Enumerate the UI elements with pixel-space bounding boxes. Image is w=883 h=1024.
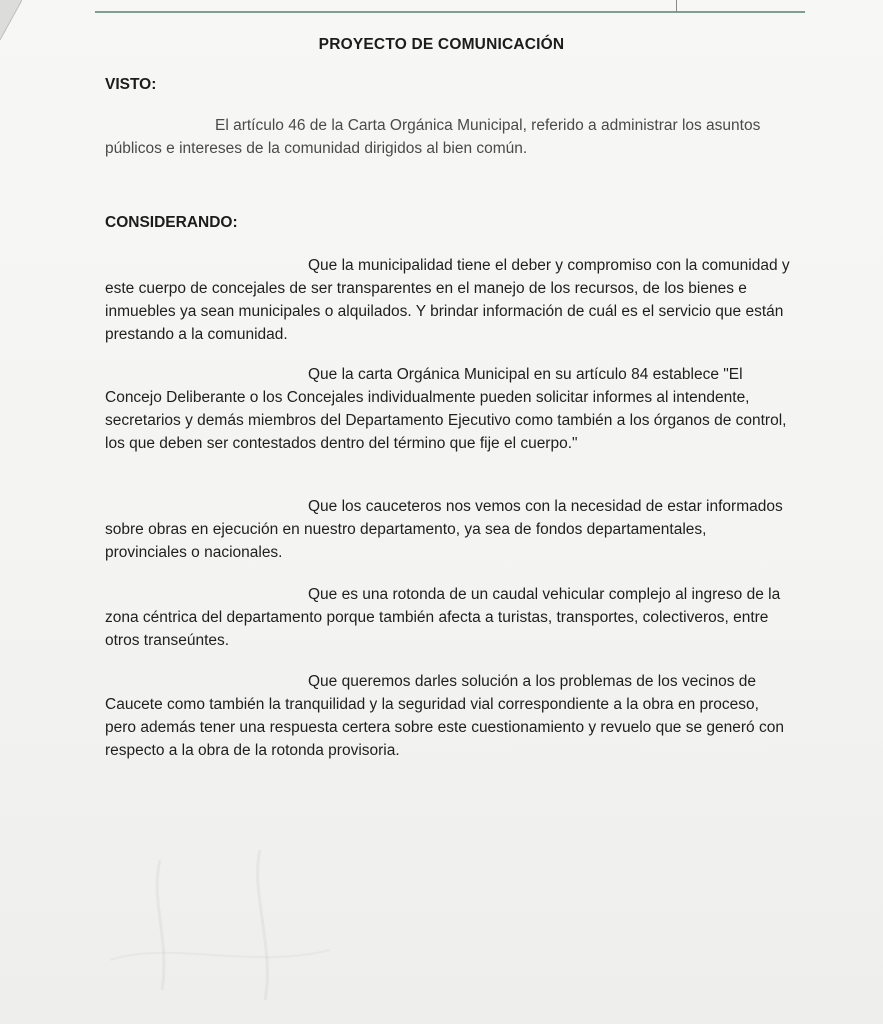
considerando-paragraph-3: Que los cauceteros nos vemos con la necesidad de estar informados sobre obras en ejecución en nuestro departamento, ya sea de fondos departamentales, provinciales o nacionales.: [105, 498, 783, 561]
page-corner-fold: [0, 0, 22, 40]
letterhead-rule: [95, 11, 805, 13]
visto-heading: VISTO:: [105, 76, 157, 93]
faint-bleed-through-mark: [90, 840, 350, 1020]
visto-paragraph: El artículo 46 de la Carta Orgánica Municipal, referido a administrar los asuntos públicos e intereses de la comunidad dirigidos al bien común.: [105, 117, 761, 157]
document-title: PROYECTO DE COMUNICACIÓN: [318, 36, 565, 53]
considerando-heading: CONSIDERANDO:: [105, 214, 238, 231]
letterhead-divider: [676, 0, 677, 12]
considerando-paragraph-5: Que queremos darles solución a los problemas de los vecinos de Caucete como también la tranquilidad y la seguridad vial correspondiente a la obra en proceso, pero además tener una respuesta certera sobre este cuestionamiento y revuelo que se generó con respecto a la obra de la rotonda provisoria.: [105, 673, 784, 759]
considerando-paragraph-1: Que la municipalidad tiene el deber y compromiso con la comunidad y este cuerpo de concejales de ser transparentes en el manejo de los recursos, de los bienes e inmuebles ya sean municipales o alquilados. Y brindar información de cuál es el servicio que están prestando a la comunidad.: [105, 257, 790, 343]
considerando-paragraph-4: Que es una rotonda de un caudal vehicular complejo al ingreso de la zona céntrica del departamento porque también afecta a turistas, transportes, colectiveros, entre otros transeúntes.: [105, 586, 781, 649]
considerando-paragraph-2: Que la carta Orgánica Municipal en su artículo 84 establece "El Concejo Deliberante o los Concejales individualmente pueden solicitar informes al intendente, secretarios y demás miembros del Departamento Ejecutivo como también a los órganos de control, los que deben ser contestados dentro del término que fije el cuerpo.": [105, 366, 787, 452]
